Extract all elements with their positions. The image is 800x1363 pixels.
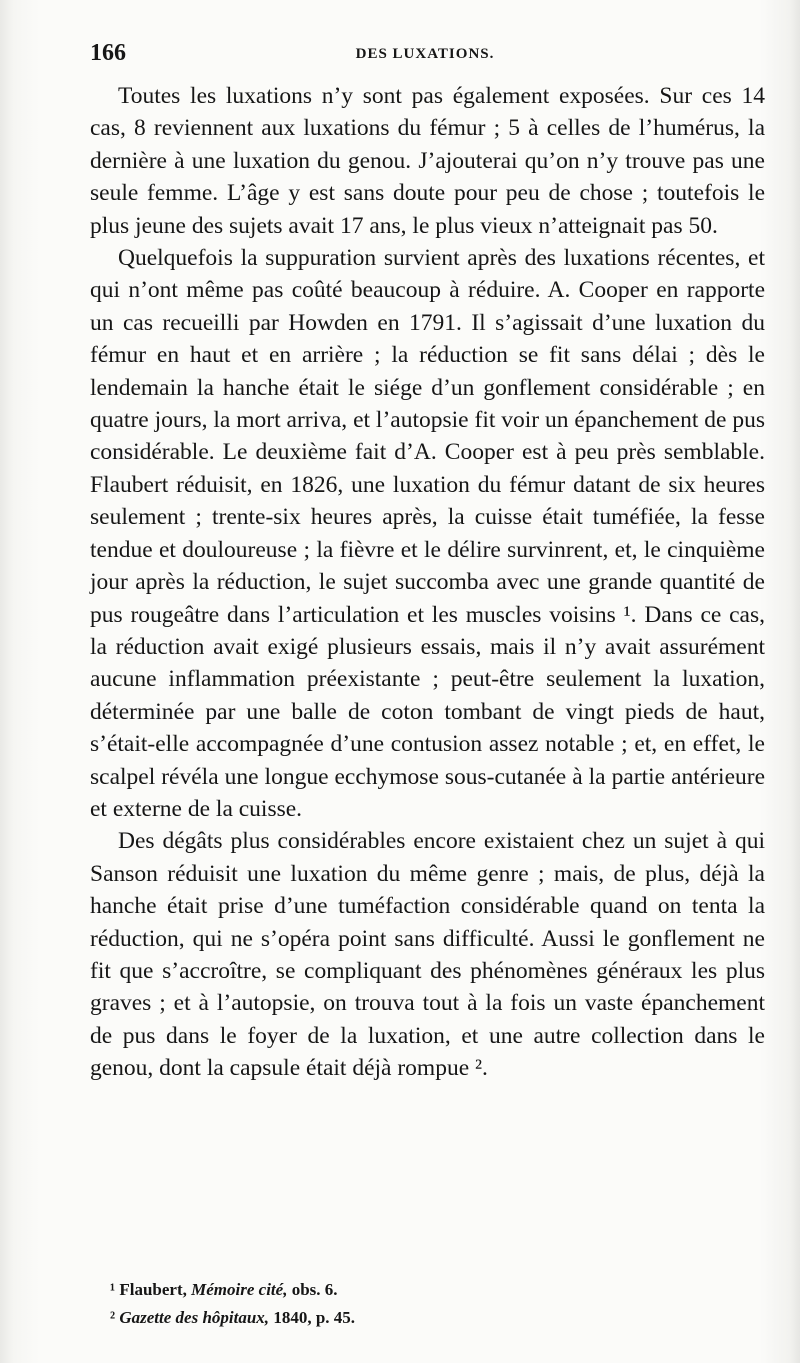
page-header [90,40,760,70]
body-text [90,80,765,1085]
footnote-marker: ¹ [110,1280,116,1299]
footnote-1 [90,1276,760,1304]
paragraph-2: Quelquefois la suppuration survient après des luxations récentes, et qui n’ont même pas coûté beaucoup à réduire. A. Cooper en rapporte un cas recueilli par Howden en 1791. Il s’agissait d’une luxation du fémur en haut et en arrière ; la réduction se fit sans délai ; dès le lendemain la hanche était le siége d’un gonflement considérable ; en quatre jours, la mort arriva, et l’autopsie fit voir un épanchement de pus considérable. Le deuxième fait d’A. Cooper est à peu près semblable. Flaubert réduisit, en 1826, une luxation du fémur datant de six heures seulement ; trente-six heures après, la cuisse était tuméfiée, la fesse tendue et douloureuse ; la fièvre et le délire survinrent, et, le cinquième jour après la réduction, le sujet succomba avec une grande quantité de pus rougeâtre dans l’articulation et les muscles voisins ¹. Dans ce cas, la réduction avait exigé plusieurs essais, mais il n’y avait assurément aucune inflammation préexistante ; peut-être seulement la luxation, déterminée par une balle de coton tombant de vingt pieds de haut, s’était-elle accompagnée d’une contusion assez notable ; et, en effet, le scalpel révéla une longue ecchymose sous-cutanée à la partie antérieure et externe de la cuisse. [90,245,765,822]
footnote-2 [90,1304,760,1332]
footnote-marker: ² [110,1308,116,1327]
footnote-reference: 1840, p. 45. [273,1308,356,1327]
footnote-title: Gazette des hôpitaux, [119,1308,270,1327]
footnote-reference: obs. 6. [291,1280,338,1299]
paragraph-3: Des dégâts plus considérables encore existaient chez un sujet à qui Sanson réduisit une luxation du même genre ; mais, de plus, déjà la hanche était prise d’une tuméfaction considérable quand on tenta la réduction, qui ne s’opéra point sans difficulté. Aussi le gonflement ne fit que s’accroître, se compliquant des phénomènes généraux les plus graves ; et à l’autopsie, on trouva tout à la fois un vaste épanchement de pus dans le foyer de la luxation, et une autre collection dans le genou, dont la capsule était déjà rompue ². [90,828,765,1082]
footnote-author: Flaubert, [119,1280,187,1299]
footnotes [90,1276,760,1332]
paragraph-1: Toutes les luxations n’y sont pas également exposées. Sur ces 14 cas, 8 reviennent aux luxations du fémur ; 5 à celles de l’humérus, la dernière à une luxation du genou. J’ajouterai qu’on n’y trouve pas une seule femme. L’âge y est sans doute pour peu de chose ; toutefois le plus jeune des sujets avait 17 ans, le plus vieux n’atteignait pas 50. [90,83,765,239]
page-number: 166 [90,40,126,66]
footnote-title: Mémoire cité, [191,1280,288,1299]
running-head: DES LUXATIONS. [355,46,495,62]
